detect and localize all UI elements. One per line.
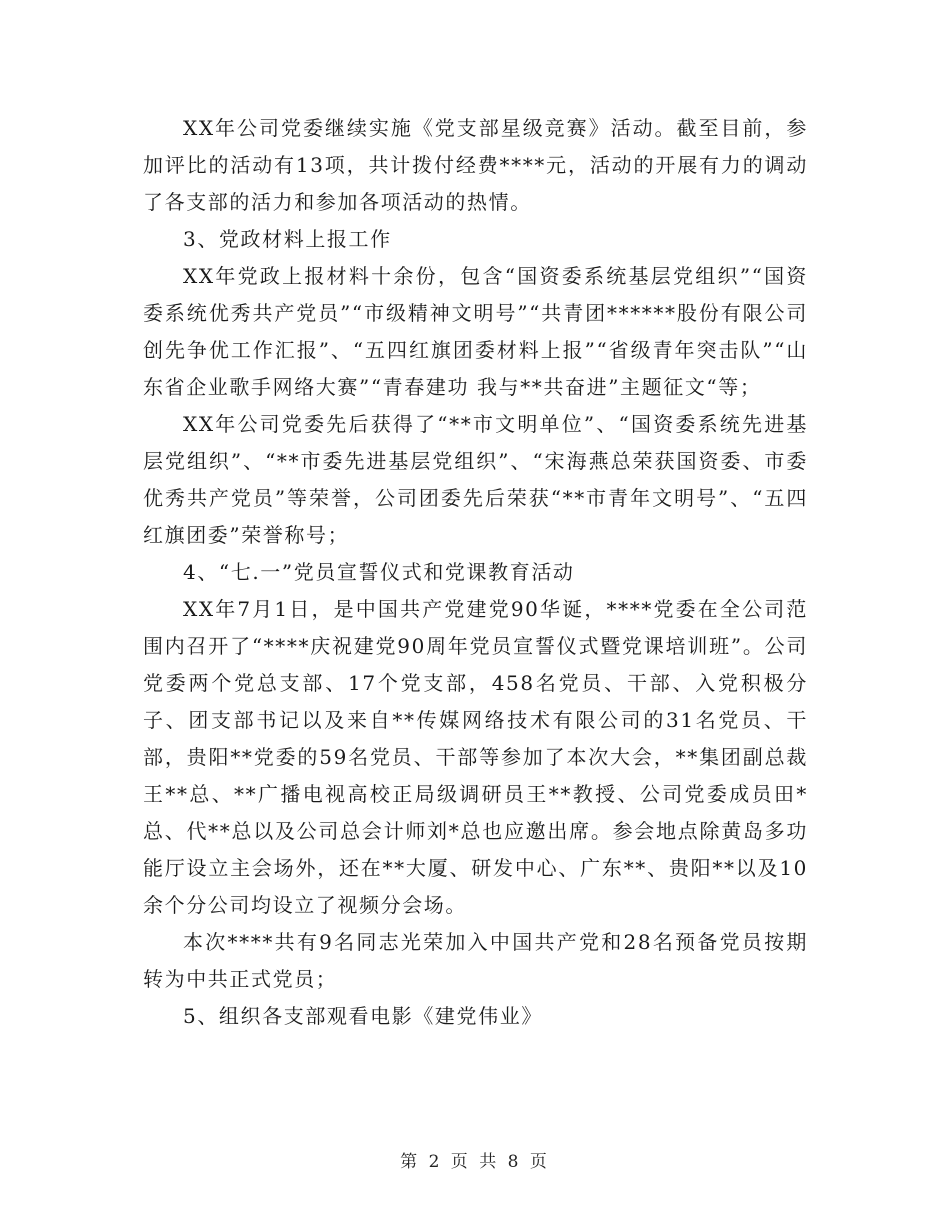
document-body (143, 110, 808, 1035)
section-heading-movie-viewing: 5、组织各支部观看电影《建党伟业》 (183, 1004, 543, 1028)
page-number-footer: 第 2 页 共 8 页 (400, 1152, 550, 1172)
paragraph-honors: XX年公司党委先后获得了“**市文明单位”、“国资委系统先进基层党组织”、“**市委先进基层党组织”、“宋海燕总荣获国资委、市委优秀共产党员”等荣誉，公司团委先后荣获“**市青年文明号”、“五四红旗团委”荣誉称号； (143, 412, 808, 547)
paragraph-new-members: 本次****共有9名同志光荣加入中国共产党和28名预备党员按期转为中共正式党员； (143, 930, 808, 991)
section-heading-materials-reporting: 3、党政材料上报工作 (183, 227, 392, 251)
section-heading-oath-ceremony: 4、“七.一”党员宣誓仪式和党课教育活动 (183, 560, 575, 584)
paragraph-oath-ceremony: XX年7月1日，是中国共产党建党90华诞，****党委在全公司范围内召开了“****庆祝建党90周年党员宣誓仪式暨党课培训班”。公司党委两个党总支部、17个党支部，458名党员、干部、入党积极分子、团支部书记以及来自**传媒网络技术有限公司的31名党员、干部，贵阳**党委的59名党员、干部等参加了本次大会，**集团副总裁王**总、**广播电视高校正局级调研员王**教授、公司党委成员田*总、代**总以及公司总会计师刘*总也应邀出席。参会地点除黄岛多功能厅设立主会场外，还在**大厦、研发中心、广东**、贵阳**以及10余个分公司均设立了视频分会场。 (143, 597, 808, 917)
paragraph-materials-list: XX年党政上报材料十余份，包含“国资委系统基层党组织”“国资委系统优秀共产党员”“市级精神文明号”“共青团******股份有限公司创先争优工作汇报”、“五四红旗团委材料上报”“省级青年突击队”“山东省企业歌手网络大赛”“青春建功 我与**共奋进”主题征文“等； (143, 264, 808, 399)
paragraph-star-competition: XX年公司党委继续实施《党支部星级竞赛》活动。截至目前，参加评比的活动有13项，共计拨付经费****元，活动的开展有力的调动了各支部的活力和参加各项活动的热情。 (143, 116, 808, 214)
